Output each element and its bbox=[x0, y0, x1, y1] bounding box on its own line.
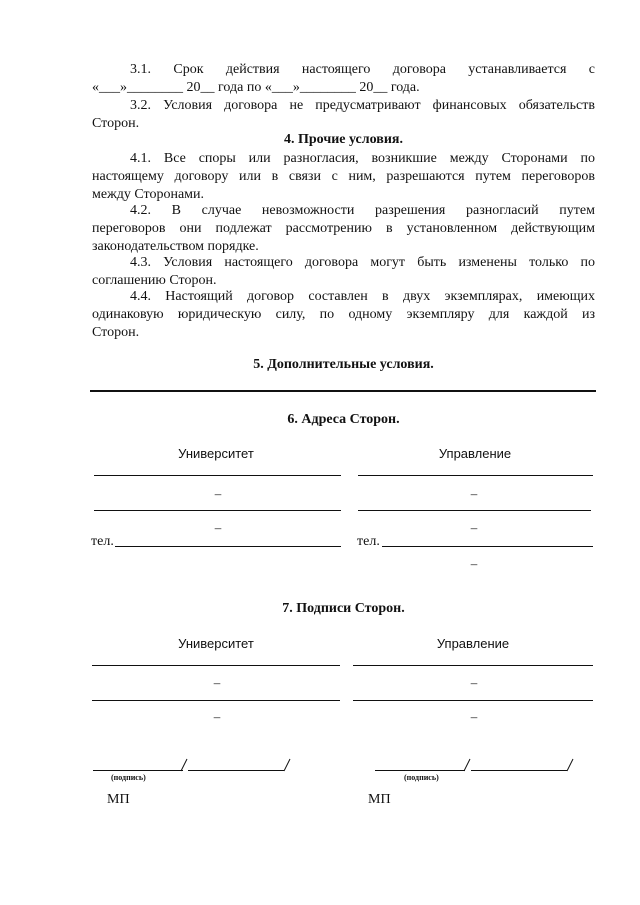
address-left-line-2[interactable] bbox=[94, 510, 341, 511]
signature-right-caption: (подпись) bbox=[404, 773, 439, 782]
signature-left-caption: (подпись) bbox=[111, 773, 146, 782]
clause-4-1-line3: между Сторонами. bbox=[92, 187, 205, 202]
section-4-title: 4. Прочие условия. bbox=[284, 132, 403, 147]
signature-right-line-1[interactable] bbox=[353, 665, 593, 666]
signature-right-slash-2 bbox=[566, 758, 574, 772]
address-right-dash-1: – bbox=[470, 486, 478, 501]
clause-4-1-line2: настоящему договору или в связи с ним, разрешаются путем переговоров bbox=[92, 169, 595, 184]
section-7-title: 7. Подписи Сторон. bbox=[282, 601, 405, 616]
section-5-title: 5. Дополнительные условия. bbox=[253, 357, 434, 372]
clause-3-1 bbox=[92, 61, 595, 97]
clause-4-3 bbox=[92, 254, 595, 290]
address-right-phone-field[interactable] bbox=[382, 546, 593, 547]
clause-4-3-line2: соглашению Сторон. bbox=[92, 273, 217, 288]
clause-4-4-line2: одинаковую юридическую силу, по одному экземпляру для каждой из bbox=[92, 307, 595, 322]
signature-left-dash-2: – bbox=[213, 709, 221, 724]
signature-right-slash-1 bbox=[463, 758, 471, 772]
signature-right-sign-field[interactable] bbox=[375, 770, 465, 771]
signature-right-name-field[interactable] bbox=[471, 770, 567, 771]
address-right-phone-label: тел. bbox=[357, 534, 380, 549]
clause-3-1-line1: 3.1. Срок действия настоящего договора устанавливается с bbox=[130, 62, 595, 77]
address-left-party: Университет bbox=[178, 446, 254, 461]
clause-4-2-line2: переговоров они подлежат рассмотрению в установленном действующим bbox=[92, 221, 595, 236]
signature-right-stamp: МП bbox=[368, 792, 391, 807]
address-right-line-1[interactable] bbox=[358, 475, 593, 476]
section-5-divider bbox=[90, 390, 596, 392]
clause-3-1-line2: «___»________ 20__ года по «___»________ 20__ года. bbox=[92, 80, 420, 95]
signature-left-slash-1 bbox=[180, 758, 188, 772]
signature-left-sign-field[interactable] bbox=[93, 770, 183, 771]
clause-4-4-line1: 4.4. Настоящий договор составлен в двух экземплярах, имеющих bbox=[130, 289, 595, 304]
address-right-dash-2: – bbox=[470, 520, 478, 535]
clause-4-4 bbox=[92, 288, 595, 342]
clause-4-1-line1: 4.1. Все споры или разногласия, возникшие между Сторонами по bbox=[130, 151, 595, 166]
signature-right-line-2[interactable] bbox=[353, 700, 593, 701]
address-left-phone-label: тел. bbox=[91, 534, 114, 549]
signature-left-stamp: МП bbox=[107, 792, 130, 807]
clause-4-4-line3: Сторон. bbox=[92, 325, 140, 340]
signature-left-line-2[interactable] bbox=[92, 700, 340, 701]
clause-3-2-line2: Сторон. bbox=[92, 116, 140, 131]
address-left-dash-1: – bbox=[214, 486, 222, 501]
clause-4-3-line1: 4.3. Условия настоящего договора могут быть изменены только по bbox=[130, 255, 595, 270]
address-left-line-1[interactable] bbox=[94, 475, 341, 476]
signature-left-party: Университет bbox=[178, 636, 254, 651]
signature-left-slash-2 bbox=[283, 758, 291, 772]
section-6-title: 6. Адреса Сторон. bbox=[287, 412, 400, 427]
address-right-party: Управление bbox=[438, 446, 512, 461]
clause-3-2-line1: 3.2. Условия договора не предусматривают финансовых обязательств bbox=[130, 98, 595, 113]
clause-4-2 bbox=[92, 202, 595, 256]
address-right-line-2[interactable] bbox=[358, 510, 591, 511]
signature-right-dash-2: – bbox=[470, 709, 478, 724]
address-left-dash-2: – bbox=[214, 520, 222, 535]
address-left-phone-field[interactable] bbox=[115, 546, 341, 547]
signature-left-name-field[interactable] bbox=[188, 770, 284, 771]
clause-3-2 bbox=[92, 97, 595, 133]
signature-left-dash-1: – bbox=[213, 675, 221, 690]
signature-right-party: Управление bbox=[436, 636, 510, 651]
signature-right-dash-1: – bbox=[470, 675, 478, 690]
address-right-dash-3: – bbox=[470, 556, 478, 571]
clause-4-2-line1: 4.2. В случае невозможности разрешения разногласий путем bbox=[130, 203, 595, 218]
clause-4-2-line3: законодательством порядке. bbox=[92, 239, 259, 254]
signature-left-line-1[interactable] bbox=[92, 665, 340, 666]
clause-4-1 bbox=[92, 150, 595, 204]
